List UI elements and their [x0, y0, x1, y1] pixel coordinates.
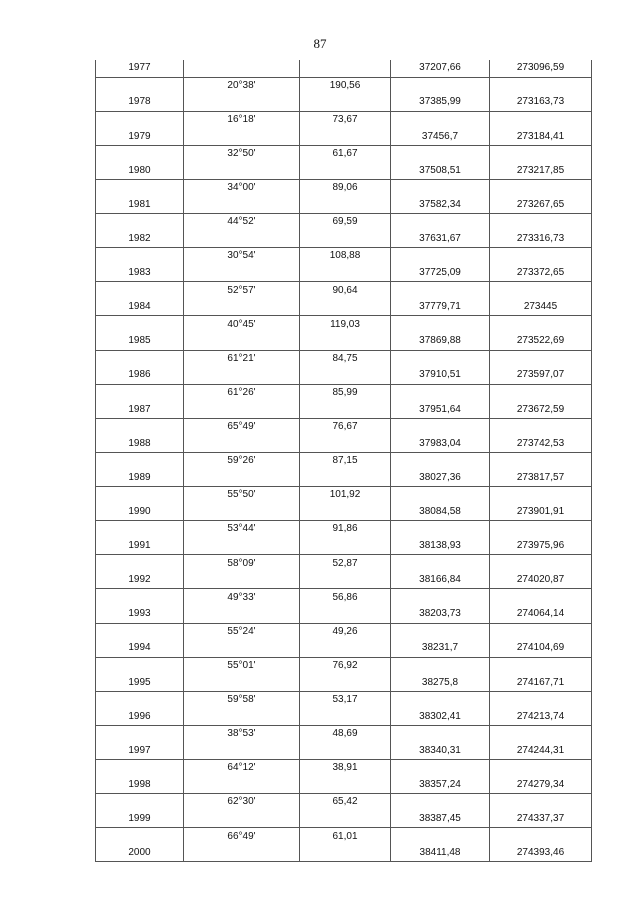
- empty-cell: [300, 265, 391, 282]
- e-coordinate-cell: 38357,24: [391, 777, 490, 794]
- empty-cell: [96, 725, 184, 742]
- empty-cell: [490, 487, 592, 504]
- table-row-year: [96, 435, 592, 452]
- distance-cell: 119,03: [300, 316, 391, 333]
- year-cell: 1995: [96, 674, 184, 691]
- empty-cell: [391, 145, 490, 162]
- table-row-year: [96, 538, 592, 555]
- empty-cell: [490, 77, 592, 94]
- year-cell: 1980: [96, 162, 184, 179]
- table-row-year: [96, 231, 592, 248]
- coordinate-table: [95, 60, 592, 862]
- empty-cell: [391, 77, 490, 94]
- year-cell: 1990: [96, 504, 184, 521]
- angle-cell: 20°38': [184, 77, 300, 94]
- f-coordinate-cell: 274213,74: [490, 708, 592, 725]
- table-row-year: [96, 197, 592, 214]
- empty-cell: [96, 760, 184, 777]
- year-cell: 1994: [96, 640, 184, 657]
- empty-cell: [300, 162, 391, 179]
- angle-cell: 44°52': [184, 214, 300, 231]
- empty-cell: [490, 282, 592, 299]
- year-cell: 1998: [96, 777, 184, 794]
- empty-cell: [391, 452, 490, 469]
- empty-cell: [490, 316, 592, 333]
- f-coordinate-cell: 273817,57: [490, 470, 592, 487]
- empty-cell: [391, 350, 490, 367]
- e-coordinate-cell: 37207,66: [391, 60, 490, 77]
- empty-cell: [490, 794, 592, 811]
- empty-cell: [391, 725, 490, 742]
- f-coordinate-cell: 273372,65: [490, 265, 592, 282]
- angle-cell: 59°26': [184, 452, 300, 469]
- year-cell: 1977: [96, 60, 184, 77]
- distance-cell: 101,92: [300, 487, 391, 504]
- empty-cell: [96, 691, 184, 708]
- empty-cell: [96, 350, 184, 367]
- angle-cell: 38°53': [184, 725, 300, 742]
- distance-cell: 190,56: [300, 77, 391, 94]
- empty-cell: [184, 470, 300, 487]
- empty-cell: [184, 845, 300, 862]
- empty-cell: [96, 794, 184, 811]
- empty-cell: [96, 589, 184, 606]
- empty-cell: [391, 248, 490, 265]
- f-coordinate-cell: 273672,59: [490, 401, 592, 418]
- table-row-year: [96, 811, 592, 828]
- empty-cell: [300, 777, 391, 794]
- e-coordinate-cell: 38340,31: [391, 743, 490, 760]
- empty-cell: [96, 111, 184, 128]
- table-row-bearing: [96, 452, 592, 469]
- empty-cell: [184, 333, 300, 350]
- empty-cell: [300, 674, 391, 691]
- e-coordinate-cell: 37910,51: [391, 367, 490, 384]
- e-coordinate-cell: 37631,67: [391, 231, 490, 248]
- table-row-year: [96, 60, 592, 77]
- angle-cell: 55°50': [184, 487, 300, 504]
- empty-cell: [300, 60, 391, 77]
- year-cell: 1984: [96, 299, 184, 316]
- year-cell: 1996: [96, 708, 184, 725]
- empty-cell: [300, 708, 391, 725]
- empty-cell: [96, 145, 184, 162]
- year-cell: 1986: [96, 367, 184, 384]
- year-cell: 1992: [96, 572, 184, 589]
- empty-cell: [96, 384, 184, 401]
- distance-cell: 48,69: [300, 725, 391, 742]
- empty-cell: [184, 777, 300, 794]
- angle-cell: 58°09': [184, 555, 300, 572]
- distance-cell: 108,88: [300, 248, 391, 265]
- empty-cell: [300, 299, 391, 316]
- f-coordinate-cell: 274244,31: [490, 743, 592, 760]
- table-row-bearing: [96, 77, 592, 94]
- f-coordinate-cell: 273267,65: [490, 197, 592, 214]
- distance-cell: 85,99: [300, 384, 391, 401]
- empty-cell: [96, 657, 184, 674]
- empty-cell: [96, 521, 184, 538]
- empty-cell: [300, 743, 391, 760]
- empty-cell: [184, 231, 300, 248]
- empty-cell: [490, 828, 592, 845]
- year-cell: 1981: [96, 197, 184, 214]
- empty-cell: [490, 555, 592, 572]
- empty-cell: [300, 572, 391, 589]
- angle-cell: 62°30': [184, 794, 300, 811]
- table-row-bearing: [96, 179, 592, 196]
- empty-cell: [96, 179, 184, 196]
- distance-cell: 61,01: [300, 828, 391, 845]
- year-cell: 1997: [96, 743, 184, 760]
- table-row-year: [96, 367, 592, 384]
- empty-cell: [184, 504, 300, 521]
- distance-cell: 49,26: [300, 623, 391, 640]
- empty-cell: [300, 538, 391, 555]
- page-number: 87: [313, 36, 327, 51]
- angle-cell: 40°45': [184, 316, 300, 333]
- empty-cell: [300, 94, 391, 111]
- distance-cell: 91,86: [300, 521, 391, 538]
- empty-cell: [300, 128, 391, 145]
- table-row-bearing: [96, 725, 592, 742]
- empty-cell: [184, 162, 300, 179]
- year-cell: 1988: [96, 435, 184, 452]
- table-row-bearing: [96, 794, 592, 811]
- table-row-year: [96, 777, 592, 794]
- empty-cell: [490, 214, 592, 231]
- f-coordinate-cell: 273184,41: [490, 128, 592, 145]
- year-cell: 1987: [96, 401, 184, 418]
- f-coordinate-cell: 273975,96: [490, 538, 592, 555]
- f-coordinate-cell: 274167,71: [490, 674, 592, 691]
- empty-cell: [391, 487, 490, 504]
- empty-cell: [490, 111, 592, 128]
- empty-cell: [184, 606, 300, 623]
- table-row-bearing: [96, 145, 592, 162]
- table-row-bearing: [96, 248, 592, 265]
- table-row-bearing: [96, 760, 592, 777]
- year-cell: 1999: [96, 811, 184, 828]
- empty-cell: [184, 265, 300, 282]
- empty-cell: [96, 316, 184, 333]
- e-coordinate-cell: 37725,09: [391, 265, 490, 282]
- empty-cell: [391, 384, 490, 401]
- e-coordinate-cell: 38231,7: [391, 640, 490, 657]
- table-row-bearing: [96, 418, 592, 435]
- empty-cell: [300, 231, 391, 248]
- empty-cell: [300, 504, 391, 521]
- e-coordinate-cell: 37582,34: [391, 197, 490, 214]
- table-row-bearing: [96, 384, 592, 401]
- empty-cell: [391, 589, 490, 606]
- angle-cell: 55°01': [184, 657, 300, 674]
- table-row-bearing: [96, 828, 592, 845]
- empty-cell: [300, 333, 391, 350]
- empty-cell: [391, 111, 490, 128]
- distance-cell: 76,92: [300, 657, 391, 674]
- angle-cell: 59°58': [184, 691, 300, 708]
- empty-cell: [96, 214, 184, 231]
- distance-cell: 61,67: [300, 145, 391, 162]
- empty-cell: [184, 401, 300, 418]
- table-row-year: [96, 504, 592, 521]
- empty-cell: [184, 743, 300, 760]
- empty-cell: [490, 145, 592, 162]
- empty-cell: [96, 623, 184, 640]
- angle-cell: 52°57': [184, 282, 300, 299]
- empty-cell: [96, 555, 184, 572]
- distance-cell: 53,17: [300, 691, 391, 708]
- table-row-bearing: [96, 589, 592, 606]
- e-coordinate-cell: 38387,45: [391, 811, 490, 828]
- empty-cell: [391, 214, 490, 231]
- table-row-bearing: [96, 111, 592, 128]
- f-coordinate-cell: 274279,34: [490, 777, 592, 794]
- e-coordinate-cell: 38166,84: [391, 572, 490, 589]
- empty-cell: [391, 418, 490, 435]
- table-row-year: [96, 470, 592, 487]
- empty-cell: [184, 60, 300, 77]
- empty-cell: [490, 350, 592, 367]
- f-coordinate-cell: 273163,73: [490, 94, 592, 111]
- distance-cell: 56,86: [300, 589, 391, 606]
- table-row-year: [96, 708, 592, 725]
- empty-cell: [490, 657, 592, 674]
- table-row-year: [96, 640, 592, 657]
- table-row-year: [96, 299, 592, 316]
- empty-cell: [300, 470, 391, 487]
- distance-cell: 65,42: [300, 794, 391, 811]
- distance-cell: 76,67: [300, 418, 391, 435]
- table-row-bearing: [96, 521, 592, 538]
- f-coordinate-cell: 273522,69: [490, 333, 592, 350]
- f-coordinate-cell: 273217,85: [490, 162, 592, 179]
- empty-cell: [490, 418, 592, 435]
- empty-cell: [391, 691, 490, 708]
- distance-cell: 73,67: [300, 111, 391, 128]
- table-row-bearing: [96, 316, 592, 333]
- f-coordinate-cell: 274104,69: [490, 640, 592, 657]
- empty-cell: [391, 623, 490, 640]
- year-cell: 1989: [96, 470, 184, 487]
- empty-cell: [96, 77, 184, 94]
- empty-cell: [391, 760, 490, 777]
- empty-cell: [490, 521, 592, 538]
- angle-cell: 65°49': [184, 418, 300, 435]
- angle-cell: 61°21': [184, 350, 300, 367]
- e-coordinate-cell: 38203,73: [391, 606, 490, 623]
- table-row-bearing: [96, 657, 592, 674]
- table-body: [96, 60, 592, 862]
- table-row-year: [96, 94, 592, 111]
- f-coordinate-cell: 273901,91: [490, 504, 592, 521]
- distance-cell: 89,06: [300, 179, 391, 196]
- empty-cell: [490, 452, 592, 469]
- e-coordinate-cell: 38084,58: [391, 504, 490, 521]
- year-cell: 1982: [96, 231, 184, 248]
- f-coordinate-cell: 274020,87: [490, 572, 592, 589]
- e-coordinate-cell: 38302,41: [391, 708, 490, 725]
- e-coordinate-cell: 38138,93: [391, 538, 490, 555]
- empty-cell: [490, 623, 592, 640]
- empty-cell: [96, 452, 184, 469]
- empty-cell: [184, 94, 300, 111]
- angle-cell: 61°26': [184, 384, 300, 401]
- table-row-bearing: [96, 691, 592, 708]
- e-coordinate-cell: 38275,8: [391, 674, 490, 691]
- empty-cell: [490, 725, 592, 742]
- angle-cell: 30°54': [184, 248, 300, 265]
- empty-cell: [300, 640, 391, 657]
- empty-cell: [391, 521, 490, 538]
- f-coordinate-cell: 274337,37: [490, 811, 592, 828]
- empty-cell: [184, 128, 300, 145]
- table-row-bearing: [96, 623, 592, 640]
- f-coordinate-cell: 274393,46: [490, 845, 592, 862]
- table-row-year: [96, 845, 592, 862]
- empty-cell: [391, 282, 490, 299]
- empty-cell: [184, 367, 300, 384]
- table-row-bearing: [96, 282, 592, 299]
- distance-cell: 87,15: [300, 452, 391, 469]
- e-coordinate-cell: 37983,04: [391, 435, 490, 452]
- table-row-year: [96, 333, 592, 350]
- empty-cell: [300, 367, 391, 384]
- year-cell: 1993: [96, 606, 184, 623]
- empty-cell: [184, 299, 300, 316]
- year-cell: 2000: [96, 845, 184, 862]
- year-cell: 1978: [96, 94, 184, 111]
- year-cell: 1983: [96, 265, 184, 282]
- empty-cell: [391, 828, 490, 845]
- distance-cell: 90,64: [300, 282, 391, 299]
- angle-cell: 66°49': [184, 828, 300, 845]
- empty-cell: [184, 674, 300, 691]
- empty-cell: [96, 248, 184, 265]
- table-row-bearing: [96, 487, 592, 504]
- e-coordinate-cell: 37456,7: [391, 128, 490, 145]
- e-coordinate-cell: 38411,48: [391, 845, 490, 862]
- year-cell: 1985: [96, 333, 184, 350]
- f-coordinate-cell: 273096,59: [490, 60, 592, 77]
- table-row-bearing: [96, 350, 592, 367]
- empty-cell: [300, 435, 391, 452]
- e-coordinate-cell: 37385,99: [391, 94, 490, 111]
- empty-cell: [490, 589, 592, 606]
- table-row-bearing: [96, 555, 592, 572]
- empty-cell: [96, 828, 184, 845]
- e-coordinate-cell: 37869,88: [391, 333, 490, 350]
- distance-cell: 52,87: [300, 555, 391, 572]
- angle-cell: 55°24': [184, 623, 300, 640]
- empty-cell: [391, 657, 490, 674]
- table-row-year: [96, 743, 592, 760]
- f-coordinate-cell: 273742,53: [490, 435, 592, 452]
- table-row-year: [96, 265, 592, 282]
- table-row-bearing: [96, 214, 592, 231]
- table-row-year: [96, 572, 592, 589]
- table-row-year: [96, 401, 592, 418]
- distance-cell: 84,75: [300, 350, 391, 367]
- empty-cell: [490, 248, 592, 265]
- e-coordinate-cell: 37779,71: [391, 299, 490, 316]
- empty-cell: [184, 435, 300, 452]
- empty-cell: [391, 179, 490, 196]
- empty-cell: [184, 538, 300, 555]
- angle-cell: 32°50': [184, 145, 300, 162]
- empty-cell: [490, 384, 592, 401]
- empty-cell: [300, 197, 391, 214]
- empty-cell: [391, 555, 490, 572]
- table-row-year: [96, 606, 592, 623]
- empty-cell: [300, 606, 391, 623]
- angle-cell: 49°33': [184, 589, 300, 606]
- angle-cell: 16°18': [184, 111, 300, 128]
- f-coordinate-cell: 273445: [490, 299, 592, 316]
- empty-cell: [490, 760, 592, 777]
- empty-cell: [300, 811, 391, 828]
- empty-cell: [300, 401, 391, 418]
- year-cell: 1979: [96, 128, 184, 145]
- angle-cell: 53°44': [184, 521, 300, 538]
- angle-cell: 34°00': [184, 179, 300, 196]
- distance-cell: 69,59: [300, 214, 391, 231]
- empty-cell: [300, 845, 391, 862]
- e-coordinate-cell: 37508,51: [391, 162, 490, 179]
- angle-cell: 64°12': [184, 760, 300, 777]
- empty-cell: [184, 197, 300, 214]
- f-coordinate-cell: 273316,73: [490, 231, 592, 248]
- empty-cell: [490, 691, 592, 708]
- empty-cell: [391, 794, 490, 811]
- empty-cell: [184, 572, 300, 589]
- distance-cell: 38,91: [300, 760, 391, 777]
- empty-cell: [184, 811, 300, 828]
- empty-cell: [391, 316, 490, 333]
- table-row-year: [96, 162, 592, 179]
- empty-cell: [184, 708, 300, 725]
- table-row-year: [96, 674, 592, 691]
- empty-cell: [96, 487, 184, 504]
- empty-cell: [490, 179, 592, 196]
- empty-cell: [96, 418, 184, 435]
- year-cell: 1991: [96, 538, 184, 555]
- f-coordinate-cell: 273597,07: [490, 367, 592, 384]
- table-row-year: [96, 128, 592, 145]
- e-coordinate-cell: 38027,36: [391, 470, 490, 487]
- e-coordinate-cell: 37951,64: [391, 401, 490, 418]
- empty-cell: [184, 640, 300, 657]
- empty-cell: [96, 282, 184, 299]
- f-coordinate-cell: 274064,14: [490, 606, 592, 623]
